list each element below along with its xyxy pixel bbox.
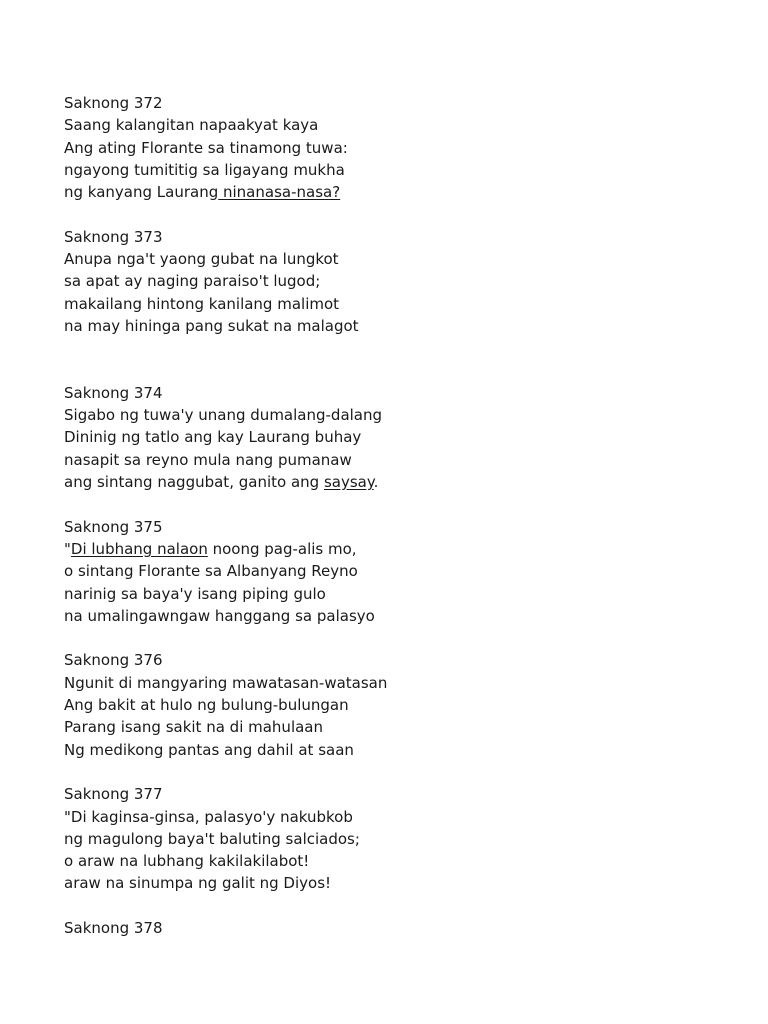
verse-line [64, 471, 744, 493]
verse-line: "Di kaginsa-ginsa, palasyo'y nakubkob [64, 807, 353, 826]
verse-line: sa apat ay naging paraiso't lugod; [64, 272, 321, 291]
verse-line: na may hininga pang sukat na malagot [64, 316, 359, 335]
stanza-title: Saknong 372 [64, 94, 163, 112]
stanza-title: Saknong 378 [64, 918, 163, 937]
verse-line: Ang bakit at hulo ng bulung-bulungan [64, 696, 349, 715]
stanza-title: Saknong 374 [64, 383, 163, 402]
verse-line: ngayong tumititig sa ligayang mukha [64, 160, 345, 179]
verse-line [64, 181, 744, 203]
underlined-text: saysay [323, 473, 374, 492]
verse-text: ng kanyang Laurang [64, 183, 219, 202]
verse-line: Parang isang sakit na di mahulaan [64, 718, 323, 737]
verse-line: araw na sinumpa ng galit ng Diyos! [64, 874, 332, 893]
verse-text: . [373, 473, 379, 492]
stanza-title: Saknong 373 [64, 227, 163, 246]
verse-line: Ng medikong pantas ang dahil at saan [64, 740, 354, 759]
verse-line: ng magulong baya't baluting salciados; [64, 829, 360, 848]
stanza-372 [64, 92, 744, 203]
verse-line: Saang kalangitan napaakyat kaya [64, 116, 319, 135]
verse-line: na umalingawngaw hanggang sa palasyo [64, 606, 375, 625]
stanza-378 [64, 917, 744, 939]
verse-line: Dininig ng tatlo ang kay Laurang buhay [64, 428, 362, 447]
verse-line: Sigabo ng tuwa'y unang dumalang-dalang [64, 406, 383, 425]
underlined-text: ninanasa-nasa? [218, 183, 341, 202]
underlined-text: Di lubhang nalaon [70, 539, 208, 558]
verse-line: o sintang Florante sa Albanyang Reyno [64, 562, 358, 581]
stanza-title: Saknong 375 [64, 517, 163, 536]
verse-text: " [64, 539, 71, 558]
stanza-377 [64, 783, 744, 894]
document-page [64, 92, 744, 939]
stanza-376 [64, 649, 744, 760]
stanza-375 [64, 516, 744, 627]
verse-line: o araw na lubhang kakilakilabot! [64, 852, 310, 871]
stanza-title: Saknong 376 [64, 651, 163, 670]
verse-text: noong pag-alis mo, [207, 539, 357, 558]
verse-line: Ngunit di mangyaring mawatasan-watasan [64, 673, 388, 692]
verse-text: ang sintang naggubat, ganito ang [64, 473, 324, 492]
stanza-title: Saknong 377 [64, 785, 163, 804]
verse-line [64, 538, 744, 560]
verse-line: Anupa nga't yaong gubat na lungkot [64, 250, 339, 269]
verse-line: makailang hintong kanilang malimot [64, 294, 340, 313]
stanza-374 [64, 382, 744, 493]
verse-line: narinig sa baya'y isang piping gulo [64, 584, 326, 603]
verse-line: nasapit sa reyno mula nang pumanaw [64, 450, 352, 469]
verse-line: Ang ating Florante sa tinamong tuwa: [64, 138, 348, 157]
stanza-373 [64, 226, 744, 337]
